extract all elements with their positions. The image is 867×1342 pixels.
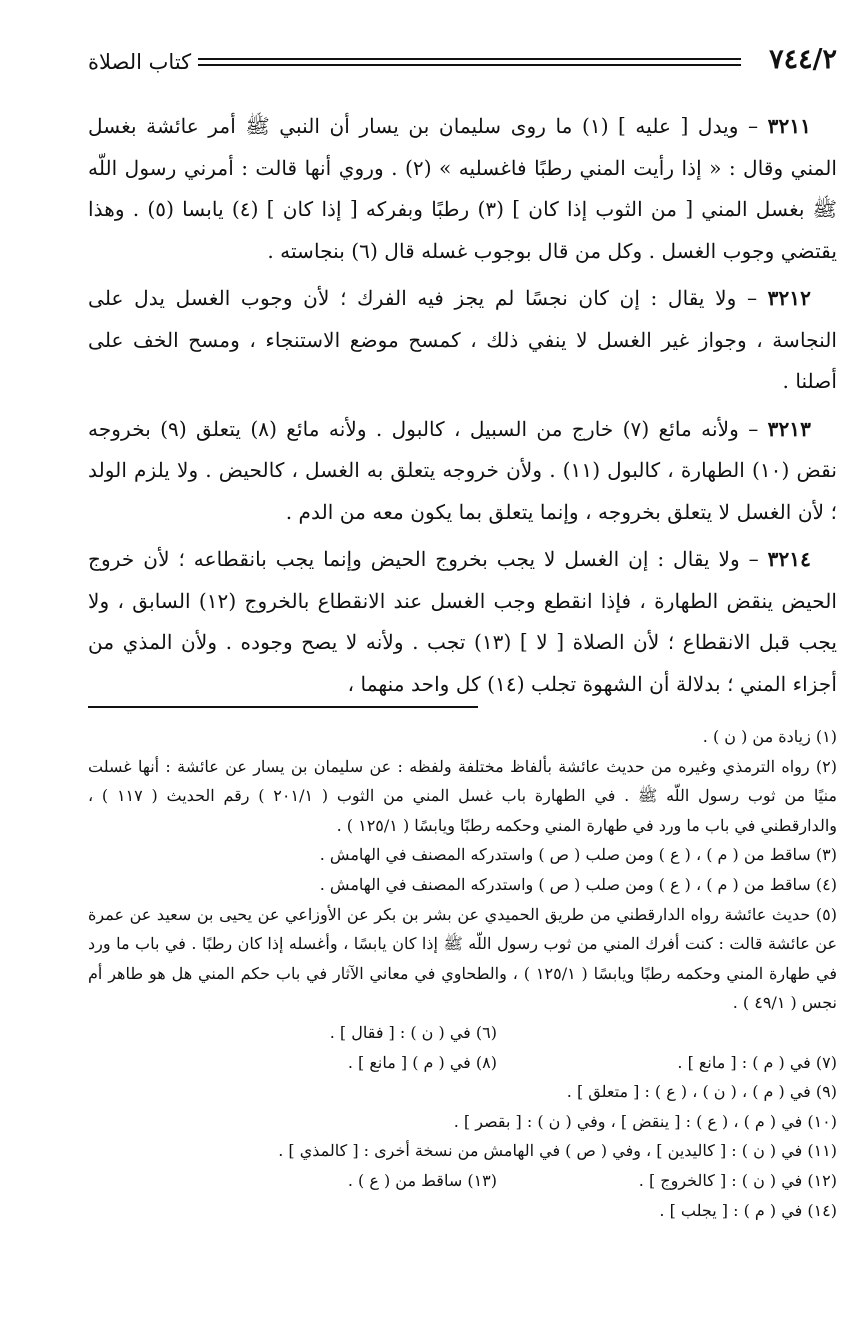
footnote: (٢) رواه الترمذي وغيره من حديث عائشة بألفاظ مختلفة ولفظه : عن سليمان بن يسار عن عائشة : أنها غسلت منيًا من ثوب رسول اللّه ﷺ . في الطهارة باب غسل المني من الثوب ( ٢٠١/١ ) رقم الحديث ( ١١٧ ) ، والدارقطني في باب ما ورد في طهارة المني وحكمه رطبًا ويابسًا ( ١٢٥/١ ) . — [88, 756, 838, 835]
footnote: (٥) حديث عائشة رواه الدارقطني من طريق الحميدي عن بشر بن بكر عن الأوزاعي عن يحيى بن سعيد عن عمرة عن عائشة قالت : كنت أفرك المني من ثوب رسول اللّه ﷺ إذا كان يابسًا ، وأغسله إذا كان رطبًا . في باب ما ورد في طهارة المني وحكمه رطبًا ويابسًا ( ١٢٥/١ ) ، والطحاوي في معاني الآثار في باب حكم المني هل هو طاهر أم نجس ( ٤٩/١ ) . — [88, 904, 837, 1013]
paragraph — [88, 539, 837, 705]
paragraph — [88, 409, 837, 534]
footnote: (١٢) في ( ن ) : [ كالخروج ] . — [638, 1170, 837, 1190]
paragraph-number: ٣٢١١ — [767, 114, 812, 138]
book-title: كتاب الصلاة — [88, 50, 192, 74]
page-header — [88, 44, 837, 80]
footnote-row — [88, 1018, 837, 1048]
paragraph-text: – ولأنه مائع (٧) خارج من السبيل ، كالبول . ولأنه مائع (٨) يتعلق (٩) بخروجه نقض (١٠) الطهارة ، كالبول (١١) . ولأن خروجه يتعلق به الغسل ، كالحيض . ولا يلزم الولد ؛ لأن الغسل لا يتعلق بخروجه ، وإنما يتعلق بما يكون معه من الدم . — [88, 416, 838, 524]
footnote: (٧) في ( م ) : [ مانع ] . — [677, 1052, 837, 1072]
footnote: (٦) في ( ن ) : [ فقال ] . — [329, 1022, 497, 1042]
footnotes — [88, 722, 837, 1225]
footnote — [497, 1018, 837, 1048]
footnote: (٨) في ( م ) [ مانع ] . — [347, 1052, 497, 1072]
footnote-row — [88, 1048, 837, 1078]
paragraph-number: ٣٢١٣ — [767, 416, 811, 441]
footnote: (١٠) في ( م ) ، ( ع ) : [ ينقض ] ، وفي ( ن ) : [ بقصر ] . — [453, 1111, 837, 1131]
footnote: (٩) في ( م ) ، ( ن ) ، ( ع ) : [ متعلق ] . — [566, 1082, 837, 1102]
paragraph-text: – ولا يقال : إن كان نجسًا لم يجز فيه الفرك ؛ لأن وجوب الغسل يدل على النجاسة ، وجواز غير الغسل لا ينفي ذلك ، كمسح موضع الاستنجاء ، ومسح الخف على أصلنا . — [88, 286, 837, 393]
paragraph-text: – ويدل [ عليه ] (١) ما روى سليمان بن يسار أن النبي ﷺ أمر عائشة بغسل المني وقال : « إذا رأيت المني رطبًا فاغسليه » (٢) . وروي أنها قالت : أمرني رسول اللّه ﷺ بغسل المني [ من الثوب إذا كان ] (٣) رطبًا وبفركه [ إذا كان ] (٤) يابسا (٥) . وهذا يقتضي وجوب الغسل . وكل من قال بوجوب غسله قال (٦) بنجاسته . — [88, 114, 838, 263]
page-number: ٧٤٤/٢ — [769, 44, 837, 75]
main-text — [88, 106, 837, 711]
footnote: (٣) ساقط من ( م ) ، ( ع ) ومن صلب ( ص ) واستدركه المصنف في الهامش . — [319, 845, 837, 865]
paragraph — [88, 278, 837, 403]
footnote-separator — [88, 706, 478, 708]
paragraph — [88, 106, 837, 272]
footnote: (١٣) ساقط من ( ع ) . — [347, 1170, 497, 1190]
footnote: (٤) ساقط من ( م ) ، ( ع ) ومن صلب ( ص ) واستدركه المصنف في الهامش . — [319, 874, 837, 894]
paragraph-number: ٣٢١٢ — [767, 286, 811, 310]
paragraph-text: – ولا يقال : إن الغسل لا يجب بخروج الحيض وإنما يجب بانقطاعه ؛ لأن خروج الحيض ينقض الطهارة ، فإذا انقطع وجب الغسل عند الانقطاع بالخروج (١٢) السابق ، ولا يجب قبل الانقطاع ؛ لأن الصلاة [ لا ] (١٣) تجب . ولأنه لا يصح وجوده . ولأن المذي من أجزاء المني ؛ بدلالة أن الشهوة تجلب (١٤) كل واحد منهما ، — [88, 547, 837, 696]
footnote: (١١) في ( ن ) : [ كاليدين ] ، وفي ( ص ) في الهامش من نسخة أخرى : [ كالمذي ] . — [278, 1141, 837, 1161]
header-rule — [198, 58, 741, 66]
footnote: (١٤) في ( م ) : [ يجلب ] . — [659, 1200, 837, 1220]
footnote: (١) زيادة من ( ن ) . — [702, 727, 837, 746]
footnote-row — [88, 1166, 837, 1196]
paragraph-number: ٣٢١٤ — [767, 547, 811, 571]
